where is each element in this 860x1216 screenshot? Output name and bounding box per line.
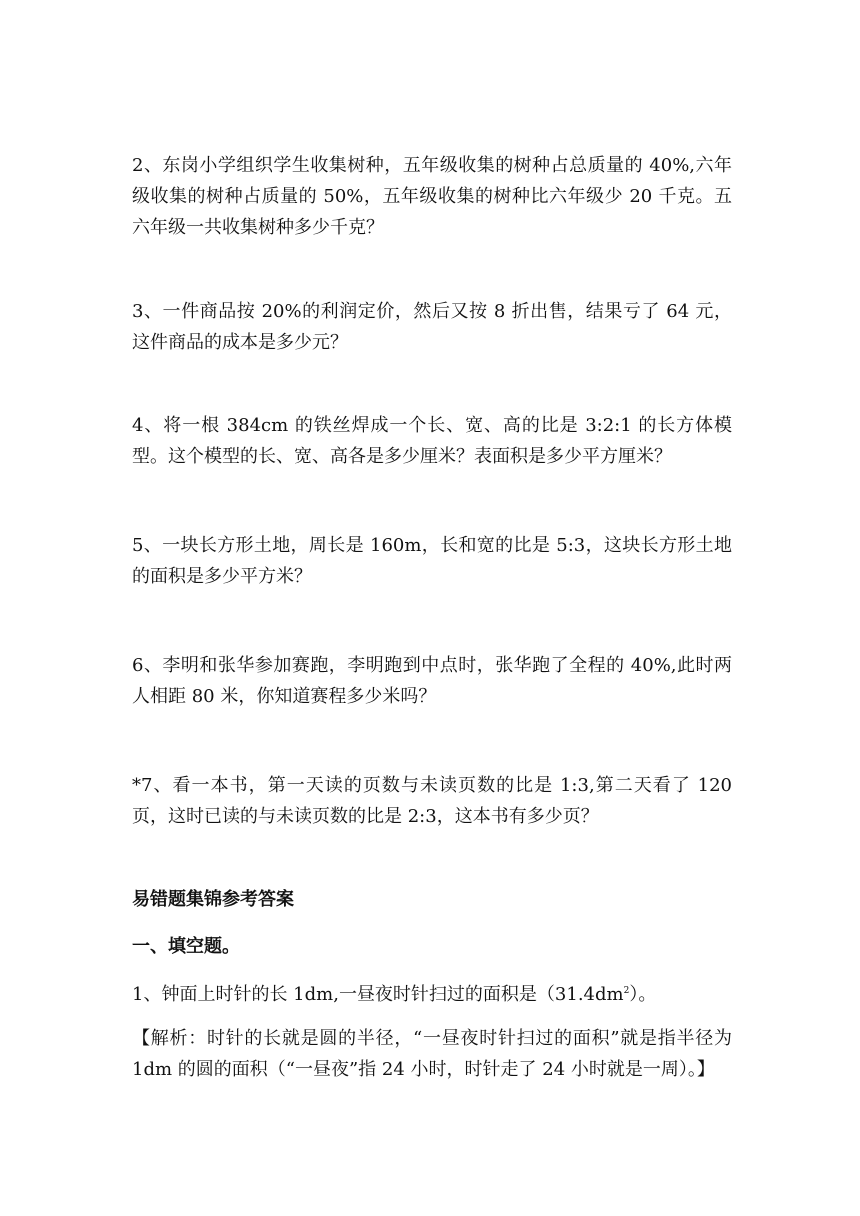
question-4: 4、将一根 384cm 的铁丝焊成一个长、宽、高的比是 3:2:1 的长方体模型。这个模型的长、宽、高各是多少厘米？表面积是多少平方厘米？ xyxy=(132,415,732,467)
question-5: 5、一块长方形土地，周长是 160m，长和宽的比是 5:3，这块长方形土地的面积是多少平方米？ xyxy=(132,535,732,587)
answers-title: 易错题集锦参考答案 xyxy=(132,889,294,910)
answer-item-1-prefix: 1、钟面上时针的长 1dm,一昼夜时针扫过的面积是（31.4dm xyxy=(132,984,624,1005)
answer-analysis: 【解析：时针的长就是圆的半径，“一昼夜时针扫过的面积”就是指半径为 1dm 的圆的面积（“一昼夜”指 24 小时，时针走了 24 小时就是一周）。】 xyxy=(132,1028,732,1080)
question-6: 6、李明和张华参加赛跑，李明跑到中点时，张华跑了全程的 40%,此时两人相距 80 米，你知道赛程多少米吗？ xyxy=(132,655,732,707)
question-7: *7、看一本书，第一天读的页数与未读页数的比是 1:3,第二天看了 120 页，这时已读的与未读页数的比是 2:3，这本书有多少页？ xyxy=(132,775,732,827)
question-3: 3、一件商品按 20%的利润定价，然后又按 8 折出售，结果亏了 64 元，这件商品的成本是多少元？ xyxy=(132,301,732,353)
answer-item-1-superscript: 2 xyxy=(623,986,630,996)
answer-item-1-suffix: ）。 xyxy=(629,984,657,1005)
answer-item-1 xyxy=(132,979,732,1010)
answers-section-heading: 一、填空题。 xyxy=(132,936,240,957)
question-2: 2、东岗小学组织学生收集树种，五年级收集的树种占总质量的 40%,六年级收集的树种占质量的 50%，五年级收集的树种比六年级少 20 千克。五六年级一共收集树种多少千克？ xyxy=(132,155,732,238)
